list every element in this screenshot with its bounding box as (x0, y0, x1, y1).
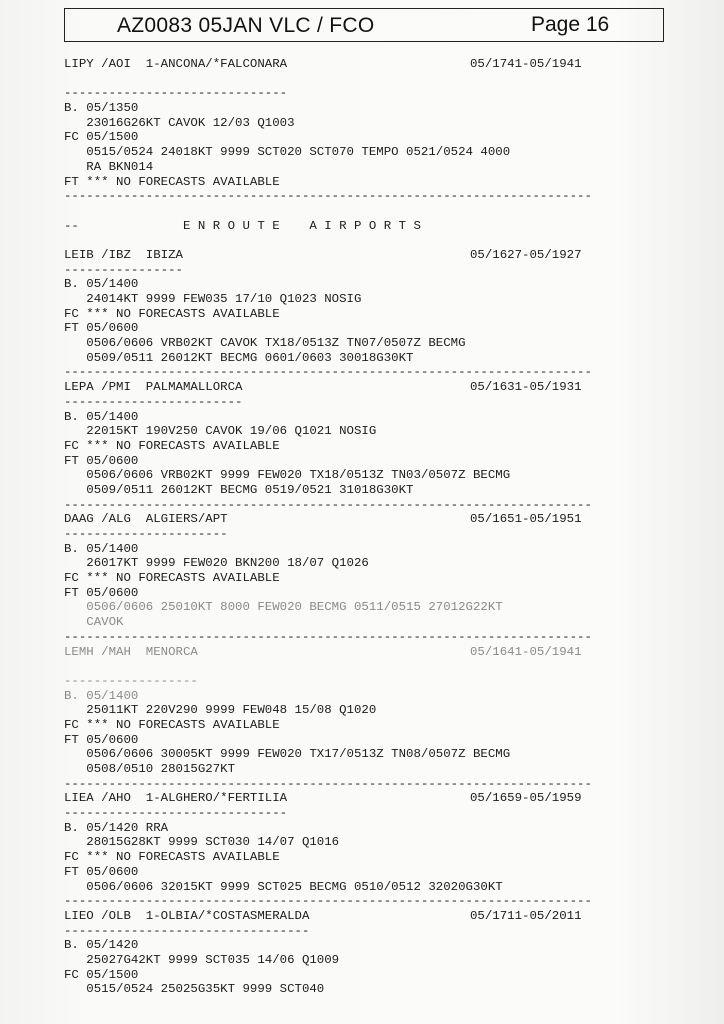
line-text: 0506/0606 VRB02KT 9999 FEW020 TX18/0513Z TN03/0507Z BECMG (64, 468, 511, 483)
briefing-line (64, 718, 704, 733)
line-text: B. 05/1350 (64, 101, 139, 116)
briefing-line (64, 571, 704, 586)
validity-period: 05/1627-05/1927 (470, 247, 582, 262)
validity-period: 05/1711-05/2011 (470, 908, 582, 923)
line-text: ------------------------------ (64, 806, 288, 821)
briefing-line (64, 321, 704, 336)
line-text: B. 05/1420 (64, 938, 139, 953)
line-text: FT 05/0600 (64, 453, 139, 468)
line-text: ----------------------------------------------------------------------- (64, 365, 592, 380)
briefing-line (64, 850, 704, 865)
line-text: 0506/0606 25010KT 8000 FEW020 BECMG 0511/0515 27012G22KT (64, 600, 503, 615)
briefing-line (64, 351, 704, 366)
line-text: LEIB /IBZ IBIZA (64, 247, 183, 262)
briefing-line (64, 219, 704, 234)
briefing-line (64, 542, 704, 557)
briefing-line (64, 689, 704, 704)
line-text: 23016G26KT CAVOK 12/03 Q1003 (64, 115, 295, 130)
briefing-line (64, 924, 704, 939)
briefing-line (64, 821, 704, 836)
line-text: 26017KT 9999 FEW020 BKN200 18/07 Q1026 (64, 556, 369, 571)
line-text: ----------------------------------------------------------------------- (64, 497, 592, 512)
validity-period: 05/1741-05/1941 (470, 57, 582, 71)
line-text: FC *** NO FORECASTS AVAILABLE (64, 717, 280, 732)
validity-period: 05/1631-05/1931 (470, 380, 582, 395)
briefing-line (64, 806, 704, 821)
briefing-line (64, 439, 704, 454)
flight-header (64, 8, 664, 42)
briefing-line (64, 130, 704, 145)
briefing-line (64, 233, 704, 248)
briefing-line (64, 160, 704, 175)
line-text: 0509/0511 26012KT BECMG 0519/0521 31018G30KT (64, 482, 414, 497)
line-text: 0506/0606 32015KT 9999 SCT025 BECMG 0510/0512 32020G30KT (64, 879, 503, 894)
briefing-line (64, 395, 704, 410)
line-text: ------------------------ (64, 394, 243, 409)
flight-route-title: AZ0083 05JAN VLC / FCO (117, 14, 375, 37)
line-text: -- E N R O U T E A I R P O R T S (64, 218, 421, 233)
line-text: FT 05/0600 (64, 585, 139, 600)
line-text: FC *** NO FORECASTS AVAILABLE (64, 306, 280, 321)
briefing-line (64, 336, 704, 351)
line-text: B. 05/1400 (64, 541, 139, 556)
line-text: LIEA /AHO 1-ALGHERO/*FERTILIA (64, 791, 288, 806)
airport-header-line (64, 57, 704, 72)
line-text: 24014KT 9999 FEW035 17/10 Q1023 NOSIG (64, 292, 362, 306)
line-text: RA BKN014 (64, 159, 154, 174)
line-text: B. 05/1420 RRA (64, 820, 169, 835)
line-text: FC *** NO FORECASTS AVAILABLE (64, 438, 280, 453)
line-text: FT 05/0600 (64, 732, 139, 747)
briefing-line (64, 865, 704, 880)
airport-header-line (64, 645, 704, 660)
line-text: DAAG /ALG ALGIERS/APT (64, 512, 228, 527)
briefing-line (64, 556, 704, 571)
briefing-line (64, 307, 704, 322)
briefing-line (64, 424, 704, 439)
line-text: 0508/0510 28015G27KT (64, 762, 236, 776)
line-text: 0515/0524 25025G35KT 9999 SCT040 (64, 982, 325, 997)
line-text: LIPY /AOI 1-ANCONA/*FALCONARA (64, 57, 288, 71)
briefing-line (64, 982, 704, 997)
line-text: 0506/0606 30005KT 9999 FEW020 TX17/0513Z TN08/0507Z BECMG (64, 747, 511, 762)
airport-header-line (64, 512, 704, 527)
line-text: B. 05/1400 (64, 277, 139, 292)
line-text: LEPA /PMI PALMAMALLORCA (64, 380, 243, 395)
line-text: FC *** NO FORECASTS AVAILABLE (64, 850, 280, 865)
line-text: LIEO /OLB 1-OLBIA/*COSTASMERALDA (64, 908, 310, 923)
briefing-line (64, 586, 704, 601)
briefing-line (64, 894, 704, 909)
briefing-line (64, 880, 704, 895)
line-text: B. 05/1400 (64, 688, 139, 703)
airport-header-line (64, 909, 704, 924)
line-text: B. 05/1400 (64, 409, 139, 424)
line-text: 0509/0511 26012KT BECMG 0601/0603 30018G30KT (64, 350, 414, 365)
briefing-line (64, 72, 704, 87)
briefing-line (64, 733, 704, 748)
line-text: FC 05/1500 (64, 967, 139, 982)
line-text: CAVOK (64, 615, 124, 630)
briefing-line (64, 189, 704, 204)
briefing-line (64, 938, 704, 953)
briefing-line (64, 454, 704, 469)
briefing-line (64, 968, 704, 983)
briefing-line (64, 674, 704, 689)
line-text: 28015G28KT 9999 SCT030 14/07 Q1016 (64, 835, 340, 850)
line-text: 25027G42KT 9999 SCT035 14/06 Q1009 (64, 952, 340, 967)
line-text: ----------------------------------------------------------------------- (64, 629, 592, 644)
line-text: ---------------- (64, 262, 183, 277)
briefing-line (64, 365, 704, 380)
briefing-line (64, 468, 704, 483)
line-text: ----------------------------------------------------------------------- (64, 776, 592, 791)
airport-header-line (64, 791, 704, 806)
airport-header-line (64, 248, 704, 263)
line-text: FC 05/1500 (64, 130, 139, 145)
briefing-line (64, 498, 704, 513)
briefing-line (64, 777, 704, 792)
briefing-line (64, 615, 704, 630)
briefing-line (64, 659, 704, 674)
briefing-line (64, 953, 704, 968)
briefing-line (64, 175, 704, 190)
briefing-line (64, 527, 704, 542)
briefing-line (64, 145, 704, 160)
line-text: ----------------------------------------------------------------------- (64, 189, 592, 204)
validity-period: 05/1641-05/1941 (470, 644, 582, 659)
briefing-line (64, 703, 704, 718)
briefing-line (64, 101, 704, 116)
line-text: FC *** NO FORECASTS AVAILABLE (64, 571, 280, 586)
line-text: LEMH /MAH MENORCA (64, 644, 198, 659)
line-text: ----------------------------------------------------------------------- (64, 894, 592, 909)
validity-period: 05/1651-05/1951 (470, 512, 582, 527)
briefing-line (64, 835, 704, 850)
line-text: 0506/0606 VRB02KT CAVOK TX18/0513Z TN07/0507Z BECMG (64, 336, 466, 351)
line-text: 22015KT 190V250 CAVOK 19/06 Q1021 NOSIG (64, 424, 377, 439)
briefing-line (64, 263, 704, 278)
page-number: Page 16 (531, 13, 610, 36)
line-text: 0515/0524 24018KT 9999 SCT020 SCT070 TEMPO 0521/0524 4000 (64, 145, 511, 160)
briefing-line (64, 630, 704, 645)
briefing-line (64, 747, 704, 762)
line-text: FT 05/0600 (64, 321, 139, 336)
briefing-line (64, 86, 704, 101)
airport-header-line (64, 380, 704, 395)
briefing-line (64, 600, 704, 615)
line-text: --------------------------------- (64, 923, 310, 938)
briefing-line (64, 410, 704, 425)
line-text: FT 05/0600 (64, 864, 139, 879)
line-text: ------------------ (64, 673, 198, 688)
briefing-line (64, 483, 704, 498)
briefing-line (64, 762, 704, 777)
briefing-line (64, 292, 704, 307)
briefing-line (64, 116, 704, 131)
weather-briefing-text (64, 57, 704, 997)
briefing-line (64, 204, 704, 219)
validity-period: 05/1659-05/1959 (470, 791, 582, 806)
line-text: FT *** NO FORECASTS AVAILABLE (64, 174, 280, 189)
line-text: ------------------------------ (64, 86, 288, 101)
line-text: ---------------------- (64, 527, 228, 541)
line-text: 25011KT 220V290 9999 FEW048 15/08 Q1020 (64, 703, 377, 718)
briefing-line (64, 277, 704, 292)
